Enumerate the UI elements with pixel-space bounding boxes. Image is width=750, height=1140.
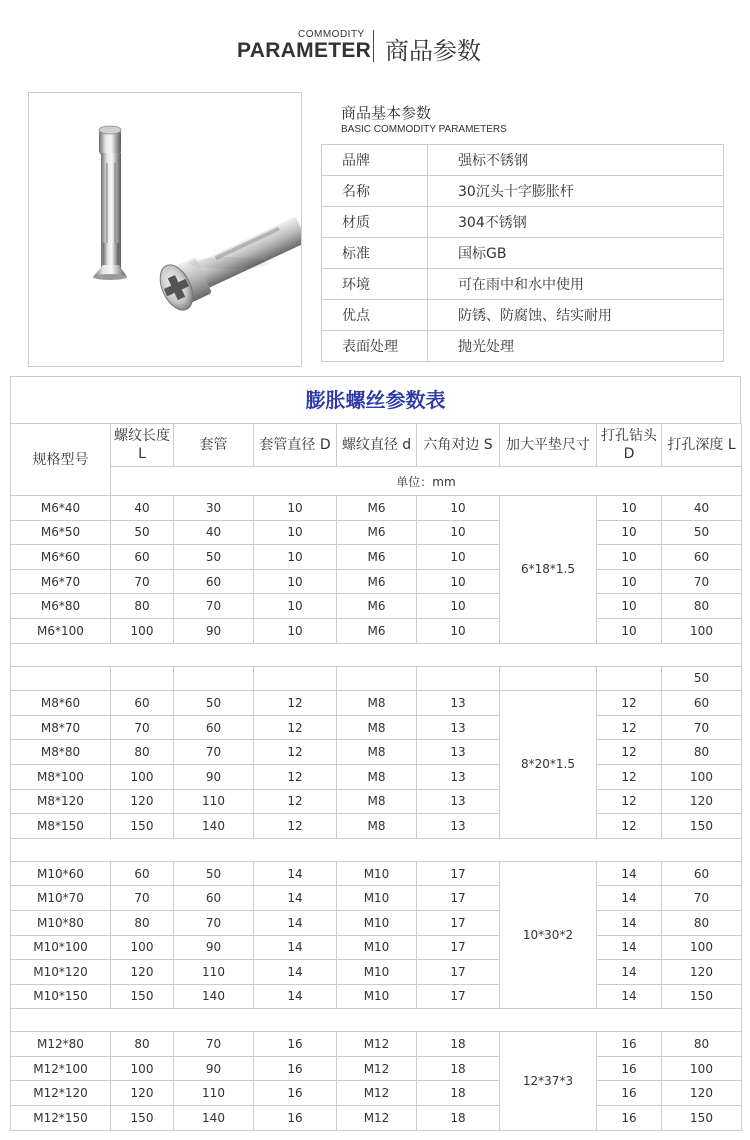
model-cell: M6*70 — [11, 569, 111, 594]
basic-param-key: 品牌 — [322, 145, 428, 176]
basic-params-table — [321, 144, 724, 362]
table-cell: 12 — [597, 740, 662, 765]
table-cell: 80 — [111, 910, 174, 935]
basic-param-key: 标准 — [322, 238, 428, 269]
table-row — [11, 740, 742, 765]
table-cell: 14 — [597, 886, 662, 911]
header-en-small: COMMODITY — [298, 29, 365, 40]
table-cell: M10 — [337, 886, 417, 911]
table-cell: M10 — [337, 910, 417, 935]
product-photo — [28, 92, 302, 367]
table-cell: M12 — [337, 1106, 417, 1131]
basic-param-value: 防锈、防腐蚀、结实耐用 — [428, 300, 724, 331]
table-cell: 70 — [111, 569, 174, 594]
table-cell: 40 — [111, 496, 174, 521]
header-en-big: PARAMETER — [237, 39, 372, 62]
spec-table-title: 膨胀螺丝参数表 — [10, 376, 741, 423]
table-cell: 16 — [597, 1106, 662, 1131]
table-cell: M6 — [337, 569, 417, 594]
table-cell: 60 — [111, 861, 174, 886]
table-cell: 50 — [662, 520, 742, 545]
table-cell: 140 — [174, 984, 254, 1009]
col-sleeve: 套管 — [174, 424, 254, 467]
table-cell: 12 — [254, 715, 337, 740]
table-cell: 50 — [174, 691, 254, 716]
table-cell: 12 — [597, 764, 662, 789]
table-cell: 10 — [597, 569, 662, 594]
washer-size-cell: 6*18*1.5 — [500, 496, 597, 644]
spec-header-row — [11, 424, 742, 467]
table-cell: 17 — [417, 910, 500, 935]
table-cell: 14 — [597, 984, 662, 1009]
table-cell: M8 — [337, 814, 417, 839]
table-cell: 100 — [662, 935, 742, 960]
basic-params-subtitle: BASIC COMMODITY PARAMETERS — [341, 124, 507, 135]
header-zh-title: 商品参数 — [385, 37, 481, 65]
table-cell: 120 — [662, 789, 742, 814]
table-cell: M10 — [337, 861, 417, 886]
model-cell: M12*100 — [11, 1056, 111, 1081]
table-cell: M10 — [337, 984, 417, 1009]
table-cell: 60 — [111, 545, 174, 570]
table-row — [11, 1106, 742, 1131]
basic-params-title: 商品基本参数 — [341, 104, 432, 122]
table-cell: 140 — [174, 1106, 254, 1131]
table-cell: 60 — [174, 569, 254, 594]
table-cell: 70 — [662, 886, 742, 911]
table-row — [11, 984, 742, 1009]
table-cell: 17 — [417, 984, 500, 1009]
model-cell: M12*80 — [11, 1032, 111, 1057]
table-cell: 16 — [597, 1032, 662, 1057]
table-cell: 14 — [254, 935, 337, 960]
table-row — [11, 935, 742, 960]
table-cell: 100 — [111, 618, 174, 643]
table-cell: 100 — [662, 1056, 742, 1081]
table-cell: 14 — [597, 935, 662, 960]
table-cell: 10 — [254, 569, 337, 594]
table-cell: 150 — [111, 984, 174, 1009]
table-cell: 14 — [597, 861, 662, 886]
table-cell: 60 — [662, 861, 742, 886]
basic-param-value: 30沉头十字膨胀杆 — [428, 176, 724, 207]
col-drill-bit: 打孔钻头 D — [597, 424, 662, 467]
model-cell: M6*80 — [11, 594, 111, 619]
table-cell: 50 — [174, 545, 254, 570]
table-cell — [11, 666, 111, 691]
basic-param-key: 表面处理 — [322, 331, 428, 362]
table-cell: 90 — [174, 764, 254, 789]
table-cell: 40 — [174, 520, 254, 545]
spec-table — [10, 423, 742, 1131]
basic-param-key: 材质 — [322, 207, 428, 238]
table-cell: 10 — [417, 569, 500, 594]
table-cell: 120 — [662, 1081, 742, 1106]
model-cell: M8*120 — [11, 789, 111, 814]
table-cell: 16 — [597, 1081, 662, 1106]
table-cell: 80 — [662, 594, 742, 619]
col-model: 规格型号 — [11, 424, 111, 496]
model-cell: M6*60 — [11, 545, 111, 570]
table-cell: M10 — [337, 960, 417, 985]
table-cell: 10 — [597, 594, 662, 619]
table-cell: M6 — [337, 594, 417, 619]
table-row — [11, 886, 742, 911]
table-row — [11, 814, 742, 839]
model-cell: M10*120 — [11, 960, 111, 985]
model-cell: M10*150 — [11, 984, 111, 1009]
table-cell: M12 — [337, 1056, 417, 1081]
table-cell: 60 — [662, 545, 742, 570]
table-cell: 10 — [417, 545, 500, 570]
table-cell: 18 — [417, 1081, 500, 1106]
table-cell: 100 — [111, 1056, 174, 1081]
col-thread-length: 螺纹长度 L — [111, 424, 174, 467]
table-row — [11, 1056, 742, 1081]
table-cell: 13 — [417, 691, 500, 716]
washer-size-cell: 8*20*1.5 — [500, 691, 597, 839]
table-cell: 110 — [174, 789, 254, 814]
basic-param-key: 环境 — [322, 269, 428, 300]
table-cell: 16 — [254, 1106, 337, 1131]
table-cell: 70 — [662, 569, 742, 594]
table-row — [11, 496, 742, 521]
table-cell — [417, 666, 500, 691]
basic-param-row — [322, 207, 724, 238]
basic-param-row — [322, 331, 724, 362]
table-cell: 140 — [174, 814, 254, 839]
table-cell: 60 — [662, 691, 742, 716]
table-cell: 12 — [254, 764, 337, 789]
table-cell: 10 — [254, 594, 337, 619]
table-cell: 150 — [111, 814, 174, 839]
table-cell: 10 — [417, 520, 500, 545]
basic-param-value: 可在雨中和水中使用 — [428, 269, 724, 300]
table-cell: 17 — [417, 960, 500, 985]
washer-size-cell: 12*37*3 — [500, 1032, 597, 1130]
model-cell: M8*70 — [11, 715, 111, 740]
table-row — [11, 1081, 742, 1106]
table-cell: 100 — [662, 764, 742, 789]
basic-param-row — [322, 176, 724, 207]
table-row — [11, 666, 742, 691]
unit-label: 单位：mm — [111, 467, 742, 496]
spec-section — [10, 376, 741, 1131]
group-gap — [11, 1009, 742, 1032]
table-cell: 17 — [417, 886, 500, 911]
table-cell: 10 — [254, 618, 337, 643]
table-cell: 10 — [597, 520, 662, 545]
table-cell: 110 — [174, 960, 254, 985]
table-cell: 70 — [174, 740, 254, 765]
table-cell: 10 — [254, 520, 337, 545]
basic-param-value: 国标GB — [428, 238, 724, 269]
model-cell: M10*60 — [11, 861, 111, 886]
table-cell: M12 — [337, 1081, 417, 1106]
table-cell: 60 — [174, 886, 254, 911]
table-cell: 14 — [597, 960, 662, 985]
model-cell: M12*150 — [11, 1106, 111, 1131]
table-cell: 70 — [111, 715, 174, 740]
table-cell: 12 — [254, 691, 337, 716]
header-divider — [373, 30, 374, 62]
table-cell: M8 — [337, 789, 417, 814]
basic-param-row — [322, 238, 724, 269]
table-cell: 10 — [597, 496, 662, 521]
table-cell: 120 — [111, 960, 174, 985]
table-cell: 16 — [254, 1056, 337, 1081]
group-gap-row — [11, 838, 742, 861]
table-cell: 12 — [254, 789, 337, 814]
model-cell: M6*40 — [11, 496, 111, 521]
table-cell: 12 — [254, 814, 337, 839]
table-cell: 16 — [254, 1032, 337, 1057]
basic-param-row — [322, 145, 724, 176]
table-row — [11, 618, 742, 643]
table-cell: 30 — [174, 496, 254, 521]
model-cell: M8*100 — [11, 764, 111, 789]
col-hex-across: 六角对边 S — [417, 424, 500, 467]
table-cell: 13 — [417, 789, 500, 814]
model-cell: M8*150 — [11, 814, 111, 839]
table-cell: 80 — [111, 740, 174, 765]
table-row — [11, 861, 742, 886]
table-row — [11, 691, 742, 716]
table-cell: 80 — [662, 910, 742, 935]
table-cell: 13 — [417, 814, 500, 839]
table-row — [11, 715, 742, 740]
table-cell: 70 — [662, 715, 742, 740]
table-cell: M8 — [337, 715, 417, 740]
washer-size-cell: 10*30*2 — [500, 861, 597, 1009]
table-cell: 70 — [174, 1032, 254, 1057]
table-cell: 10 — [254, 496, 337, 521]
table-cell: 14 — [597, 910, 662, 935]
table-cell: 12 — [597, 715, 662, 740]
table-cell: 14 — [254, 960, 337, 985]
col-sleeve-diameter: 套管直径 D — [254, 424, 337, 467]
table-cell: M8 — [337, 764, 417, 789]
model-cell: M6*100 — [11, 618, 111, 643]
model-cell: M8*80 — [11, 740, 111, 765]
table-cell: 80 — [662, 740, 742, 765]
model-cell: M10*100 — [11, 935, 111, 960]
table-row — [11, 569, 742, 594]
table-cell: M6 — [337, 618, 417, 643]
table-cell: 150 — [662, 1106, 742, 1131]
table-cell: 80 — [111, 594, 174, 619]
table-cell: 10 — [417, 594, 500, 619]
table-row — [11, 520, 742, 545]
model-cell: M10*80 — [11, 910, 111, 935]
table-cell: 10 — [597, 545, 662, 570]
table-cell: 10 — [417, 496, 500, 521]
table-row — [11, 789, 742, 814]
anchor-bolts-illustration — [29, 93, 301, 366]
table-cell — [174, 666, 254, 691]
col-washer: 加大平垫尺寸 — [500, 424, 597, 467]
model-cell: M6*50 — [11, 520, 111, 545]
section-header — [0, 0, 750, 82]
table-cell: 150 — [662, 984, 742, 1009]
table-cell: 14 — [254, 886, 337, 911]
table-cell: 110 — [174, 1081, 254, 1106]
model-cell: M8*60 — [11, 691, 111, 716]
table-cell: 16 — [597, 1056, 662, 1081]
table-cell: 17 — [417, 861, 500, 886]
table-cell: 90 — [174, 618, 254, 643]
table-cell: 14 — [254, 861, 337, 886]
table-cell: 16 — [254, 1081, 337, 1106]
basic-param-value: 抛光处理 — [428, 331, 724, 362]
table-cell: 12 — [597, 789, 662, 814]
table-cell: 80 — [662, 1032, 742, 1057]
table-cell — [337, 666, 417, 691]
table-cell: 100 — [662, 618, 742, 643]
table-cell: 150 — [111, 1106, 174, 1131]
table-cell: 18 — [417, 1032, 500, 1057]
table-cell: 120 — [111, 1081, 174, 1106]
table-cell: M8 — [337, 740, 417, 765]
table-cell: 10 — [417, 618, 500, 643]
table-cell: 14 — [254, 910, 337, 935]
table-cell: 12 — [597, 814, 662, 839]
table-cell: M10 — [337, 935, 417, 960]
table-cell — [597, 666, 662, 691]
table-cell: 12 — [597, 691, 662, 716]
table-cell: 70 — [111, 886, 174, 911]
table-cell: 150 — [662, 814, 742, 839]
table-cell: M6 — [337, 496, 417, 521]
spec-unit-row — [11, 467, 742, 496]
table-cell: 10 — [254, 545, 337, 570]
table-cell: 80 — [111, 1032, 174, 1057]
table-row — [11, 1032, 742, 1057]
table-cell: 13 — [417, 764, 500, 789]
table-cell: 14 — [254, 984, 337, 1009]
table-cell: 60 — [111, 691, 174, 716]
table-cell: 13 — [417, 740, 500, 765]
basic-param-value: 强标不锈钢 — [428, 145, 724, 176]
basic-param-key: 优点 — [322, 300, 428, 331]
table-cell: 100 — [111, 764, 174, 789]
table-cell — [500, 666, 597, 691]
col-thread-diameter: 螺纹直径 d — [337, 424, 417, 467]
table-cell: 13 — [417, 715, 500, 740]
table-row — [11, 594, 742, 619]
table-cell: 40 — [662, 496, 742, 521]
group-gap — [11, 838, 742, 861]
basic-param-key: 名称 — [322, 176, 428, 207]
table-cell: 90 — [174, 1056, 254, 1081]
table-cell: 90 — [174, 935, 254, 960]
table-row — [11, 764, 742, 789]
table-cell: M8 — [337, 691, 417, 716]
group-gap-row — [11, 643, 742, 666]
table-cell: 50 — [111, 520, 174, 545]
table-cell: 70 — [174, 594, 254, 619]
table-cell: 120 — [111, 789, 174, 814]
table-cell: 18 — [417, 1106, 500, 1131]
basic-param-row — [322, 300, 724, 331]
table-cell: 18 — [417, 1056, 500, 1081]
model-cell: M12*120 — [11, 1081, 111, 1106]
model-cell: M10*70 — [11, 886, 111, 911]
table-row — [11, 910, 742, 935]
table-cell — [254, 666, 337, 691]
table-cell: 50 — [174, 861, 254, 886]
table-cell: 70 — [174, 910, 254, 935]
table-cell: 50 — [662, 666, 742, 691]
col-drill-depth: 打孔深度 L — [662, 424, 742, 467]
basic-param-row — [322, 269, 724, 300]
table-cell: 100 — [111, 935, 174, 960]
basic-param-value: 304不锈钢 — [428, 207, 724, 238]
table-cell: M12 — [337, 1032, 417, 1057]
table-cell: 10 — [597, 618, 662, 643]
group-gap-row — [11, 1009, 742, 1032]
table-cell: 120 — [662, 960, 742, 985]
table-cell — [111, 666, 174, 691]
table-cell: M6 — [337, 520, 417, 545]
table-cell: 12 — [254, 740, 337, 765]
table-row — [11, 960, 742, 985]
table-cell: M6 — [337, 545, 417, 570]
table-cell: 17 — [417, 935, 500, 960]
table-row — [11, 545, 742, 570]
table-cell: 60 — [174, 715, 254, 740]
group-gap — [11, 643, 742, 666]
